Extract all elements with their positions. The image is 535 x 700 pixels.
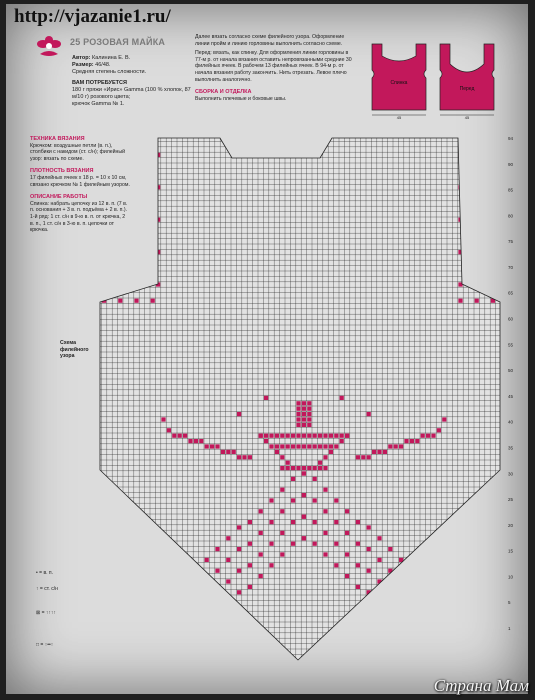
filled-cell xyxy=(313,542,317,546)
filled-cell xyxy=(129,623,133,627)
filled-cell xyxy=(151,671,155,675)
filled-cell xyxy=(302,412,306,416)
filled-cell xyxy=(367,525,371,529)
filled-cell xyxy=(302,423,306,427)
row-number: 65 xyxy=(508,290,514,296)
filled-cell xyxy=(464,660,468,664)
row-number: 80 xyxy=(508,213,514,219)
filled-cell xyxy=(345,531,349,535)
filled-cell xyxy=(404,439,408,443)
filled-cell xyxy=(410,612,414,616)
row-number: 25 xyxy=(508,497,514,503)
assembly-text: Выполнить плечевые и боковые швы. xyxy=(195,95,287,102)
legend-dc: ↑ = ст. с/н xyxy=(36,586,58,592)
filled-cell xyxy=(431,628,435,632)
filled-cell xyxy=(340,439,344,443)
filled-cell xyxy=(313,498,317,502)
filled-cell xyxy=(226,558,230,562)
filled-cell xyxy=(458,299,462,303)
filled-cell xyxy=(437,428,441,432)
description-row1: 1-й ряд: 1 ст. с/н в 9-ю в. п. от крючка, 2 в. п., 1 ст. с/н в 3-ю в. п. цепочки от крючка. xyxy=(30,213,126,234)
filled-cell xyxy=(129,666,133,670)
filled-cell xyxy=(172,606,176,610)
filled-cell xyxy=(377,558,381,562)
filled-cell xyxy=(464,617,468,621)
filled-cell xyxy=(194,612,198,616)
filled-cell xyxy=(172,434,176,438)
filled-cell xyxy=(291,520,295,524)
filled-cell xyxy=(410,439,414,443)
filled-cell xyxy=(264,434,268,438)
legend-chain: • = в. п. xyxy=(36,570,53,576)
filled-cell xyxy=(410,633,414,637)
row-number: 40 xyxy=(508,419,514,425)
row-number: 30 xyxy=(508,471,514,477)
legend-empty-cell-icon: □ = ↑••↑ xyxy=(36,642,54,648)
filled-cell xyxy=(318,461,322,465)
filled-cell xyxy=(367,455,371,459)
filled-cell xyxy=(334,434,338,438)
row-number: 15 xyxy=(508,548,514,554)
filled-cell xyxy=(453,606,457,610)
size: 46/48. xyxy=(95,62,111,68)
filled-cell xyxy=(367,547,371,551)
materials-hook: крючок Gamma № 1. xyxy=(72,101,125,107)
row-number: 20 xyxy=(508,522,514,528)
assembly-heading: СБОРКА И ОТДЕЛКА xyxy=(195,89,252,96)
filled-cell xyxy=(183,574,187,578)
filled-cell xyxy=(464,639,468,643)
filled-cell xyxy=(356,520,360,524)
filled-cell xyxy=(248,520,252,524)
filled-cell xyxy=(377,536,381,540)
filled-cell xyxy=(291,498,295,502)
right-text-p1: Далее вязать согласно схеме филейного узора. Оформление линии пройм и линию горловины выполнить согласно схеме. xyxy=(195,34,345,47)
filled-cell xyxy=(372,450,376,454)
filled-cell xyxy=(323,488,327,492)
filled-cell xyxy=(275,434,279,438)
filled-cell xyxy=(215,590,219,594)
row-number: 55 xyxy=(508,342,514,348)
filled-cell xyxy=(307,444,311,448)
filled-cell xyxy=(410,590,414,594)
row-number: 75 xyxy=(508,239,514,245)
filled-cell xyxy=(323,466,327,470)
filled-cell xyxy=(264,439,268,443)
filled-cell xyxy=(431,585,435,589)
filled-cell xyxy=(323,531,327,535)
filled-cell xyxy=(318,466,322,470)
row-number: 50 xyxy=(508,368,514,374)
filled-cell xyxy=(183,617,187,621)
filled-cell xyxy=(421,639,425,643)
filled-cell xyxy=(318,434,322,438)
filled-cell xyxy=(313,466,317,470)
filled-cell xyxy=(194,633,198,637)
filled-cell xyxy=(151,299,155,303)
row-number: 94 xyxy=(508,136,514,141)
filled-cell xyxy=(269,498,273,502)
filled-cell xyxy=(323,509,327,513)
filled-cell xyxy=(302,417,306,421)
filled-cell xyxy=(313,477,317,481)
filled-cell xyxy=(226,536,230,540)
density-heading: ПЛОТНОСТЬ ВЯЗАНИЯ xyxy=(30,168,94,175)
filled-cell xyxy=(226,601,230,605)
filled-cell xyxy=(307,407,311,411)
filled-cell xyxy=(334,444,338,448)
filled-cell xyxy=(475,623,479,627)
filled-cell xyxy=(269,444,273,448)
description-back: Спинка: набрать цепочку из 12 в. п. (7 в. п. основания + 3 в. п. подъёма + 2 в. п.). xyxy=(30,200,128,214)
filled-cell xyxy=(269,434,273,438)
filled-cell xyxy=(307,401,311,405)
filled-cell xyxy=(215,612,219,616)
filled-cell xyxy=(232,450,236,454)
filled-cell xyxy=(205,579,209,583)
filled-cell xyxy=(356,542,360,546)
filled-cell xyxy=(210,444,214,448)
filled-cell xyxy=(340,396,344,400)
filled-cell xyxy=(286,466,290,470)
filled-cell xyxy=(323,434,327,438)
filled-cell xyxy=(345,509,349,513)
filled-cell xyxy=(140,639,144,643)
filled-cell xyxy=(377,601,381,605)
schematic-back-label: Спинка xyxy=(390,80,408,86)
filled-cell xyxy=(237,525,241,529)
filled-cell xyxy=(269,542,273,546)
filled-cell xyxy=(307,434,311,438)
filled-cell xyxy=(188,439,192,443)
filled-cell xyxy=(280,509,284,513)
filled-cell xyxy=(172,585,176,589)
filled-cell xyxy=(388,590,392,594)
filled-cell xyxy=(259,509,263,513)
filled-cell xyxy=(421,596,425,600)
filled-cell xyxy=(259,434,263,438)
filled-cell xyxy=(291,466,295,470)
row-number: 60 xyxy=(508,316,514,322)
technique-heading: ТЕХНИКА ВЯЗАНИЯ xyxy=(30,136,85,142)
filled-cell xyxy=(442,417,446,421)
filled-cell xyxy=(280,434,284,438)
filled-cell xyxy=(421,574,425,578)
materials-heading: ВАМ ПОТРЕБУЕТСЯ xyxy=(72,80,127,86)
filled-cell xyxy=(275,444,279,448)
filled-cell xyxy=(410,569,414,573)
filled-cell xyxy=(388,547,392,551)
filled-cell xyxy=(291,542,295,546)
right-text-p2: Перед: вязать, как спинку. Для оформления линии горловины в 77-м р. от начала вязания оставить непровязанными средние 30 филейных ячеек. В рабочем 13 филейных ячеек. В 94-м р. от начала вязания работу закончить. Нить отрезать. Левое плечо выполнить аналогично. xyxy=(195,50,352,83)
filled-cell xyxy=(313,434,317,438)
filled-cell xyxy=(302,466,306,470)
filled-cell xyxy=(259,552,263,556)
filled-cell xyxy=(291,444,295,448)
filled-cell xyxy=(431,434,435,438)
filled-cell xyxy=(377,450,381,454)
filled-cell xyxy=(248,563,252,567)
difficulty: Средняя степень сложности. xyxy=(72,69,147,75)
filled-cell xyxy=(237,412,241,416)
filled-cell xyxy=(345,574,349,578)
schematic-front-width: 45 xyxy=(464,115,470,120)
filled-cell xyxy=(291,477,295,481)
filled-cell xyxy=(129,687,133,691)
filled-cell xyxy=(151,606,155,610)
filled-cell xyxy=(313,444,317,448)
filled-cell xyxy=(356,585,360,589)
technique-text: Крючком: воздушные петли (в. п.), столбики с накидом (ст. с/н); филейный узор: вязать по схеме. xyxy=(30,142,126,162)
filled-cell xyxy=(259,574,263,578)
filled-cell xyxy=(248,542,252,546)
site-url: http://vjazanie1.ru/ xyxy=(14,6,171,27)
filled-cell xyxy=(215,569,219,573)
filled-cell xyxy=(431,606,435,610)
legend xyxy=(36,570,106,670)
row-number: 70 xyxy=(508,264,514,270)
filled-cell xyxy=(302,536,306,540)
filled-cell xyxy=(323,455,327,459)
filled-cell xyxy=(226,450,230,454)
filled-cell xyxy=(383,450,387,454)
filled-cell xyxy=(329,444,333,448)
filled-cell xyxy=(307,417,311,421)
filled-cell xyxy=(178,434,182,438)
filled-cell xyxy=(291,434,295,438)
filled-cell xyxy=(134,299,138,303)
density-text: 17 филейных ячеек х 18 р. = 10 х 10 см, связано крючком № 1 филейным узором. xyxy=(30,174,130,188)
filled-cell xyxy=(161,660,165,664)
filled-cell xyxy=(394,444,398,448)
filled-cell xyxy=(296,407,300,411)
filled-cell xyxy=(237,455,241,459)
filled-cell xyxy=(280,455,284,459)
filled-cell xyxy=(302,471,306,475)
filled-cell xyxy=(161,639,165,643)
filled-cell xyxy=(334,542,338,546)
filled-cell xyxy=(269,520,273,524)
filled-cell xyxy=(313,520,317,524)
filled-cell xyxy=(129,644,133,648)
filled-cell xyxy=(356,455,360,459)
filled-cell xyxy=(367,412,371,416)
filled-cell xyxy=(302,401,306,405)
filled-cell xyxy=(280,531,284,535)
filled-cell xyxy=(194,590,198,594)
filled-cell xyxy=(334,563,338,567)
filled-cell xyxy=(237,590,241,594)
filled-cell xyxy=(453,650,457,654)
filled-cell xyxy=(172,650,176,654)
filled-cell xyxy=(205,623,209,627)
filled-cell xyxy=(421,617,425,621)
filled-cell xyxy=(475,644,479,648)
filled-cell xyxy=(199,439,203,443)
filled-cell xyxy=(275,450,279,454)
filled-cell xyxy=(453,671,457,675)
filled-cell xyxy=(296,444,300,448)
filled-cell xyxy=(296,417,300,421)
filled-cell xyxy=(334,498,338,502)
filled-cell xyxy=(453,628,457,632)
filled-cell xyxy=(302,493,306,497)
filled-cell xyxy=(264,396,268,400)
filled-cell xyxy=(361,455,365,459)
filled-cell xyxy=(140,682,144,686)
filled-cell xyxy=(442,596,446,600)
filled-cell xyxy=(442,617,446,621)
filled-cell xyxy=(323,552,327,556)
filled-cell xyxy=(421,434,425,438)
filled-cell xyxy=(323,444,327,448)
filled-cell xyxy=(356,563,360,567)
filled-cell xyxy=(329,434,333,438)
filled-cell xyxy=(458,153,462,157)
filled-cell xyxy=(345,434,349,438)
filled-cell xyxy=(302,444,306,448)
filled-cell xyxy=(296,434,300,438)
filled-cell xyxy=(215,444,219,448)
size-label: Размер: xyxy=(72,62,94,68)
filled-cell xyxy=(118,299,122,303)
filled-cell xyxy=(399,444,403,448)
row-number: 90 xyxy=(508,161,514,167)
filled-cell xyxy=(140,617,144,621)
filled-cell xyxy=(151,628,155,632)
filled-cell xyxy=(280,552,284,556)
filled-cell xyxy=(296,423,300,427)
filled-cell xyxy=(237,547,241,551)
filled-cell xyxy=(431,650,435,654)
scheme-label: Схема филейного узора xyxy=(60,340,89,360)
filled-cell xyxy=(302,434,306,438)
description-heading: ОПИСАНИЕ РАБОТЫ xyxy=(30,194,88,201)
filled-cell xyxy=(475,299,479,303)
filled-cell xyxy=(248,455,252,459)
filled-cell xyxy=(183,596,187,600)
filled-cell xyxy=(318,444,322,448)
row-number: 10 xyxy=(508,574,514,580)
row-number: 5 xyxy=(508,600,511,606)
filled-cell xyxy=(194,569,198,573)
filled-cell xyxy=(334,520,338,524)
filled-cell xyxy=(161,596,165,600)
filled-cell xyxy=(151,650,155,654)
schematic-back-width: 45 xyxy=(396,115,402,120)
author-label: Автор: xyxy=(72,55,91,61)
legend-filled-cell-icon: ⊠ = ↑↑↑↑ xyxy=(36,610,56,616)
filled-cell xyxy=(280,466,284,470)
filled-cell xyxy=(426,434,430,438)
filled-cell xyxy=(161,417,165,421)
filled-cell xyxy=(226,579,230,583)
filled-cell xyxy=(340,434,344,438)
filled-cell xyxy=(296,466,300,470)
filled-cell xyxy=(248,585,252,589)
filled-cell xyxy=(280,488,284,492)
filled-cell xyxy=(302,515,306,519)
filled-cell xyxy=(307,412,311,416)
filled-cell xyxy=(415,439,419,443)
filled-cell xyxy=(307,466,311,470)
filled-cell xyxy=(388,612,392,616)
filled-cell xyxy=(296,401,300,405)
author: Калинина Е. В. xyxy=(91,55,131,61)
filled-cell xyxy=(442,639,446,643)
filled-cell xyxy=(280,444,284,448)
filled-cell xyxy=(167,428,171,432)
pattern-title: 25 РОЗОВАЯ МАЙКА xyxy=(70,37,166,47)
filled-cell xyxy=(161,617,165,621)
filled-cell xyxy=(307,423,311,427)
row-number: 45 xyxy=(508,393,514,399)
row-number: 1 xyxy=(508,626,511,631)
filled-cell xyxy=(399,623,403,627)
filled-cell xyxy=(205,558,209,562)
filled-cell xyxy=(302,407,306,411)
filled-cell xyxy=(205,601,209,605)
watermark: Страна Мам xyxy=(433,676,529,695)
filled-cell xyxy=(286,434,290,438)
filled-cell xyxy=(205,444,209,448)
filled-cell xyxy=(399,601,403,605)
row-number: 85 xyxy=(508,187,514,193)
filled-cell xyxy=(215,547,219,551)
filled-cell xyxy=(221,450,225,454)
filled-cell xyxy=(259,531,263,535)
filled-cell xyxy=(172,628,176,632)
filled-cell xyxy=(388,444,392,448)
filled-cell xyxy=(399,579,403,583)
materials-yarn: 180 г пряжи «Ирис» Gamma (100 % хлопок, 87 м/10 г) розового цвета; xyxy=(72,87,191,100)
filled-cell xyxy=(442,660,446,664)
filled-cell xyxy=(475,666,479,670)
filled-cell xyxy=(183,434,187,438)
schematic-front-label: Перед xyxy=(459,86,475,92)
filled-cell xyxy=(183,639,187,643)
filled-cell xyxy=(269,563,273,567)
row-number: 35 xyxy=(508,445,514,451)
filled-cell xyxy=(140,660,144,664)
filled-cell xyxy=(329,450,333,454)
filled-cell xyxy=(242,455,246,459)
filled-cell xyxy=(296,412,300,416)
filled-cell xyxy=(194,439,198,443)
filled-cell xyxy=(237,569,241,573)
filled-cell xyxy=(367,569,371,573)
filled-cell xyxy=(286,444,290,448)
filled-cell xyxy=(286,461,290,465)
filled-cell xyxy=(345,552,349,556)
filled-cell xyxy=(458,250,462,254)
